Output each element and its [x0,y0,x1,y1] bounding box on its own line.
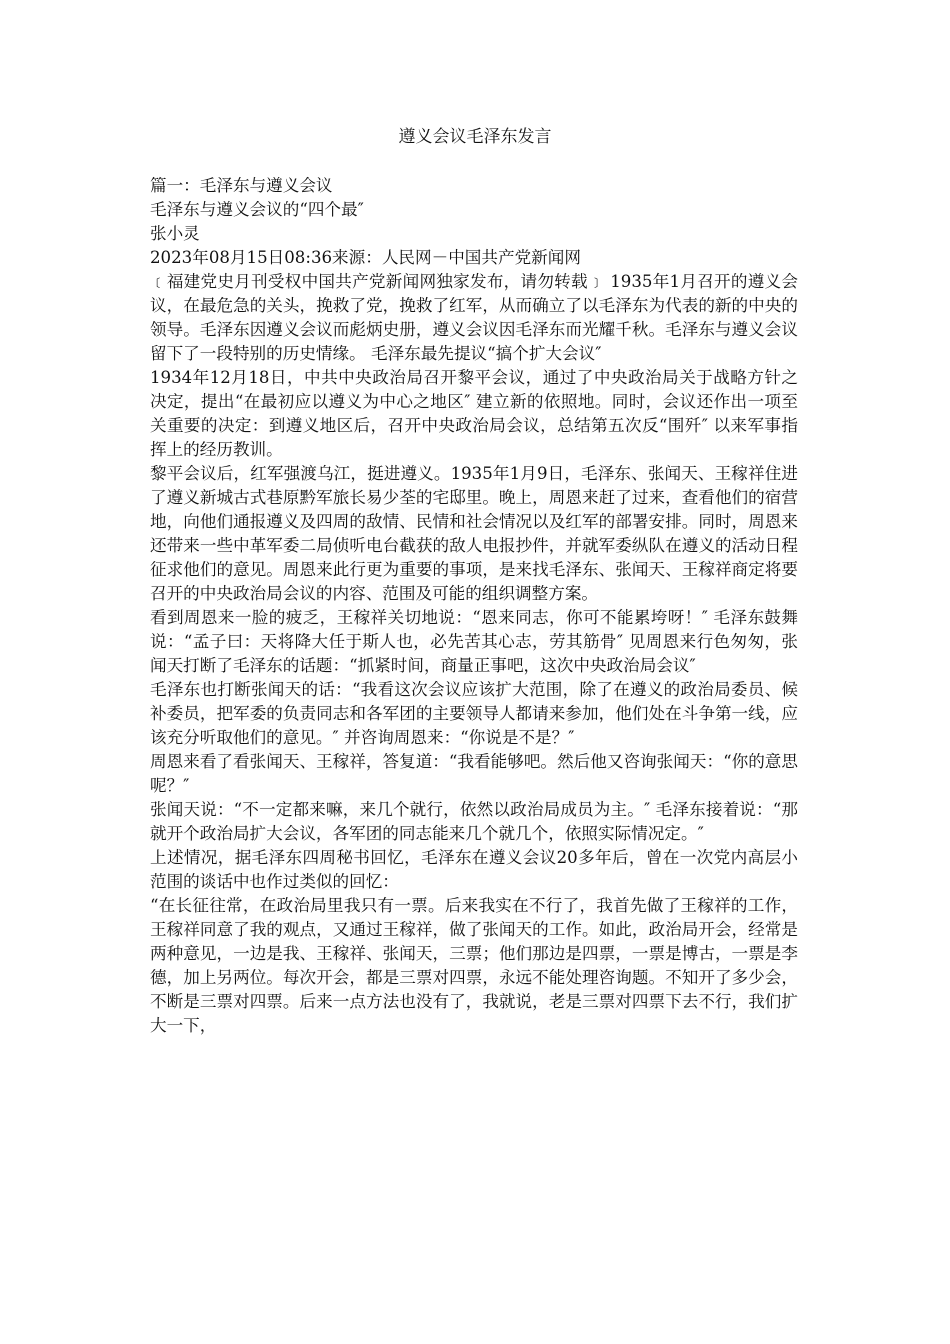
document-title: 遵义会议毛泽东发言 [398,127,552,147]
body-paragraph: 毛泽东也打断张闻天的话：“我看这次会议应该扩大范围，除了在遵义的政治局委员、候补委员，把军委的负责同志和各军团的主要领导人都请来参加，他们处在斗争第一线，应该充分听取他们的意见。″ 并咨询周恩来：“你说是不是？″ [150,680,798,747]
body-paragraph: 张闻天说：“不一定都来嘛，来几个就行，依然以政治局成员为主。″ 毛泽东接着说：“那就开个政治局扩大会议，各军团的同志能来几个就几个，依照实际情况定。″ [150,800,798,843]
article-title: 毛泽东与遵义会议的“四个最″ [150,200,364,219]
article-dateline: 2023年08月15日08:36来源：人民网－中国共产党新闻网 [150,248,581,267]
body-paragraph: 周恩来看了看张闻天、王稼祥，答复道：“我看能够吧。然后他又咨询张闻天：“你的意思呢？″ [150,752,798,795]
body-paragraph: 黎平会议后，红军强渡乌江，挺进遵义。1935年1月9日，毛泽东、张闻天、王稼祥住进了遵义新城古式巷原黔军旅长易少荃的宅邸里。晚上，周恩来赶了过来，查看他们的宿营地，向他们通报遵义及四周的敌情、民情和社会情况以及红军的部署安排。同时，周恩来还带来一些中革军委二局侦听电台截获的敌人电报抄件，并就军委纵队在遵义的活动日程征求他们的意见。周恩来此行更为重要的事项，是来找毛泽东、张闻天、王稼祥商定将要召开的中央政治局会议的内容、范围及可能的组织调整方案。 [150,464,798,603]
body-paragraph: 上述情况，据毛泽东四周秘书回忆，毛泽东在遵义会议20多年后，曾在一次党内高层小范围的谈话中也作过类似的回忆： [150,848,798,891]
body-paragraph: 1934年12月18日，中共中央政治局召开黎平会议，通过了中央政治局关于战略方针之决定，提出“在最初应以遵义为中心之地区″ 建立新的依照地。同时，会议还作出一项至关重要的决定：到遵义地区后，召开中央政治局会议，总结第五次反“围歼″ 以来军事指挥上的经历教训。 [150,368,798,459]
article-author: 张小灵 [150,224,200,243]
body-paragraph: ﹝福建党史月刊受权中国共产党新闻网独家发布，请勿转载﹞ 1935年1月召开的遵义会议，在最危急的关头，挽救了党，挽救了红军，从而确立了以毛泽东为代表的新的中央的领导。毛泽东因遵义会议而彪炳史册，遵义会议因毛泽东而光耀千秋。毛泽东与遵义会议留下了一段特别的历史情缘。 毛泽东最先提议“搞个扩大会议″ [150,272,798,363]
document-body [150,174,798,1038]
section-heading: 篇一：毛泽东与遵义会议 [150,176,333,195]
body-paragraph: “在长征往常，在政治局里我只有一票。后来我实在不行了，我首先做了王稼祥的工作，王稼祥同意了我的观点，又通过王稼祥，做了张闻天的工作。如此，政治局开会，经常是两种意见，一边是我、王稼祥、张闻天，三票；他们那边是四票，一票是博古，一票是李德，加上另两位。每次开会，都是三票对四票，永远不能处理咨询题。不知开了多少会，不断是三票对四票。后来一点方法也没有了，我就说，老是三票对四票下去不行，我们扩大一下， [150,896,798,1035]
body-paragraph: 看到周恩来一脸的疲乏，王稼祥关切地说：“恩来同志，你可不能累垮呀！″ 毛泽东鼓舞说：“孟子曰：天将降大任于斯人也，必先苦其心志，劳其筋骨″ 见周恩来行色匆匆，张闻天打断了毛泽东的话题：“抓紧时间，商量正事吧，这次中央政治局会议″ [150,608,798,675]
